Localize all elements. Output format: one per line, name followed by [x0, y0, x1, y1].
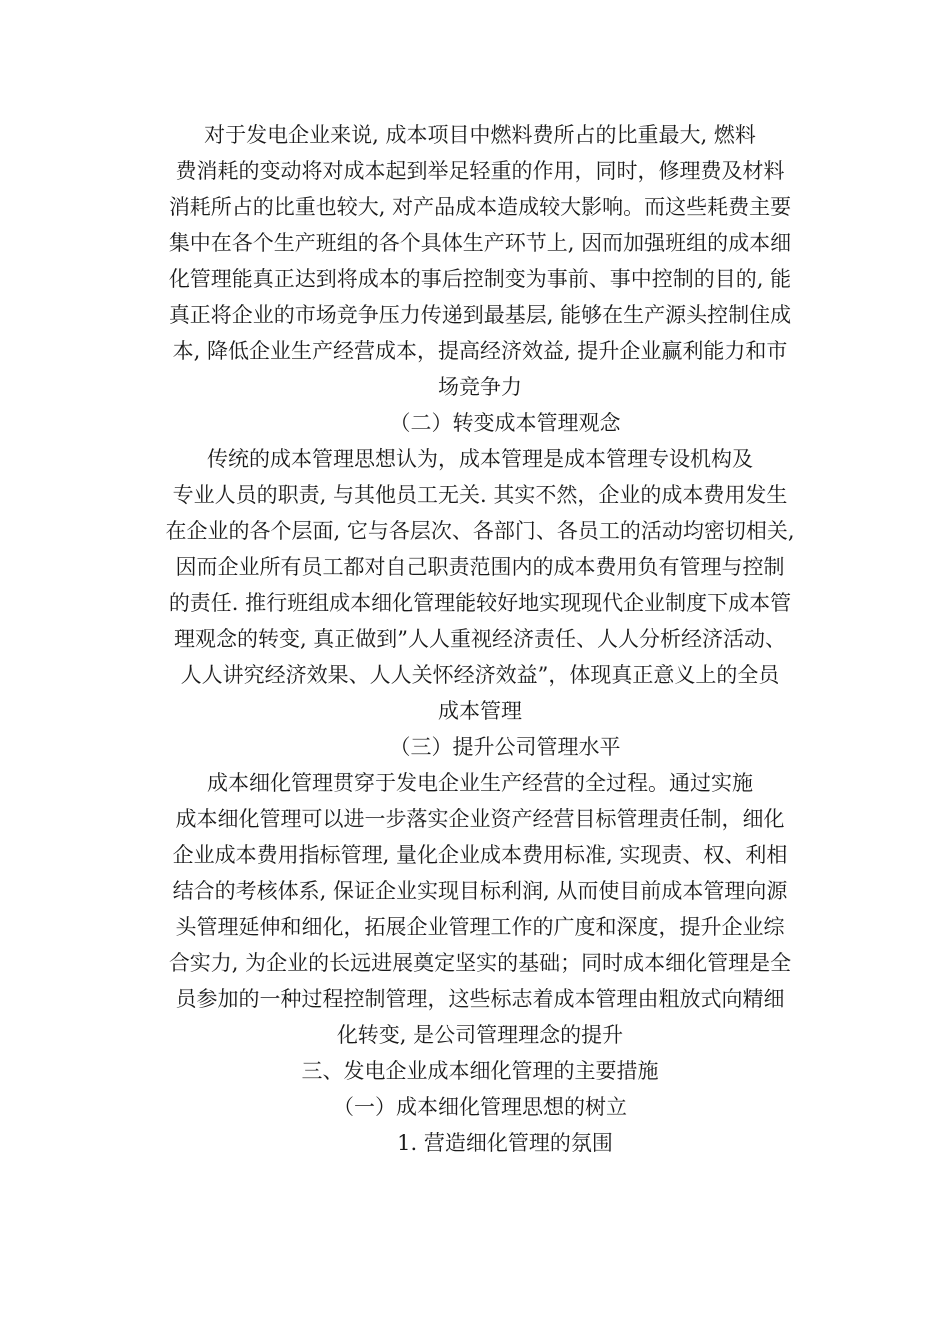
text-line: 消耗所占的比重也较大, 对产品成本造成较大影响。而这些耗费主要 [168, 195, 792, 219]
text-line: 成本管理 [438, 699, 522, 723]
paragraph-management-concept [150, 441, 810, 729]
text-line: 真正将企业的市场竞争压力传递到最基层, 能够在生产源头控制住成 [168, 303, 792, 327]
text-line: 在企业的各个层面, 它与各层次、各部门、各员工的活动均密切相关, [165, 519, 795, 543]
text-line: 头管理延伸和细化，拓展企业管理工作的广度和深度，提升企业综 [175, 915, 785, 939]
text-line: 因而企业所有员工都对自己职责范围内的成本费用负有管理与控制 [175, 555, 785, 579]
text-line: 成本细化管理贯穿于发电企业生产经营的全过程。通过实施 [207, 771, 753, 795]
text-line: 场竞争力 [438, 375, 522, 399]
text-line: 化转变, 是公司管理理念的提升 [336, 1023, 624, 1047]
section-heading-3: （三）提升公司管理水平 [389, 735, 621, 759]
text-line: 员参加的一种过程控制管理，这些标志着成本管理由粗放式向精细 [175, 987, 785, 1011]
text-line: 合实力, 为企业的长远进展奠定坚实的基础；同时成本细化管理是全 [168, 951, 792, 975]
text-line: 结合的考核体系, 保证企业实现目标利润, 从而使目前成本管理向源 [172, 879, 788, 903]
text-line: 的责任. 推行班组成本细化管理能较好地实现现代企业制度下成本管 [168, 591, 792, 615]
text-line: 成本细化管理可以进一步落实企业资产经营目标管理责任制，细化 [175, 807, 785, 831]
paragraph-fuel-cost [150, 117, 810, 405]
text-line: 费消耗的变动将对成本起到举足轻重的作用，同时，修理费及材料 [175, 159, 785, 183]
subsection-heading-1: 1. 营造细化管理的氛围 [397, 1131, 613, 1155]
text-line: 理观念的转变, 真正做到”人人重视经济责任、人人分析经济活动、 [173, 627, 787, 651]
text-line: 对于发电企业来说, 成本项目中燃料费所占的比重最大, 燃料 [204, 123, 756, 147]
paragraph-management-level [150, 765, 810, 1053]
text-line: 企业成本费用指标管理, 量化企业成本费用标准, 实现责、权、利相 [172, 843, 788, 867]
text-line: 集中在各个生产班组的各个具体生产环节上, 因而加强班组的成本细 [168, 231, 792, 255]
section-heading-2: （二）转变成本管理观念 [389, 411, 621, 435]
section-heading-1: （一）成本细化管理思想的树立 [333, 1095, 627, 1119]
text-line: 人人讲究经济效果、人人关怀经济效益”，体现真正意义上的全员 [180, 663, 780, 687]
document-page [150, 117, 810, 1161]
chapter-heading-3: 三、发电企业成本细化管理的主要措施 [301, 1059, 659, 1083]
text-line: 传统的成本管理思想认为，成本管理是成本管理专设机构及 [207, 447, 753, 471]
text-line: 本, 降低企业生产经营成本，提高经济效益, 提升企业赢利能力和市 [172, 339, 788, 363]
text-line: 专业人员的职责, 与其他员工无关. 其实不然，企业的成本费用发生 [172, 483, 788, 507]
text-line: 化管理能真正达到将成本的事后控制变为事前、事中控制的目的, 能 [168, 267, 792, 291]
